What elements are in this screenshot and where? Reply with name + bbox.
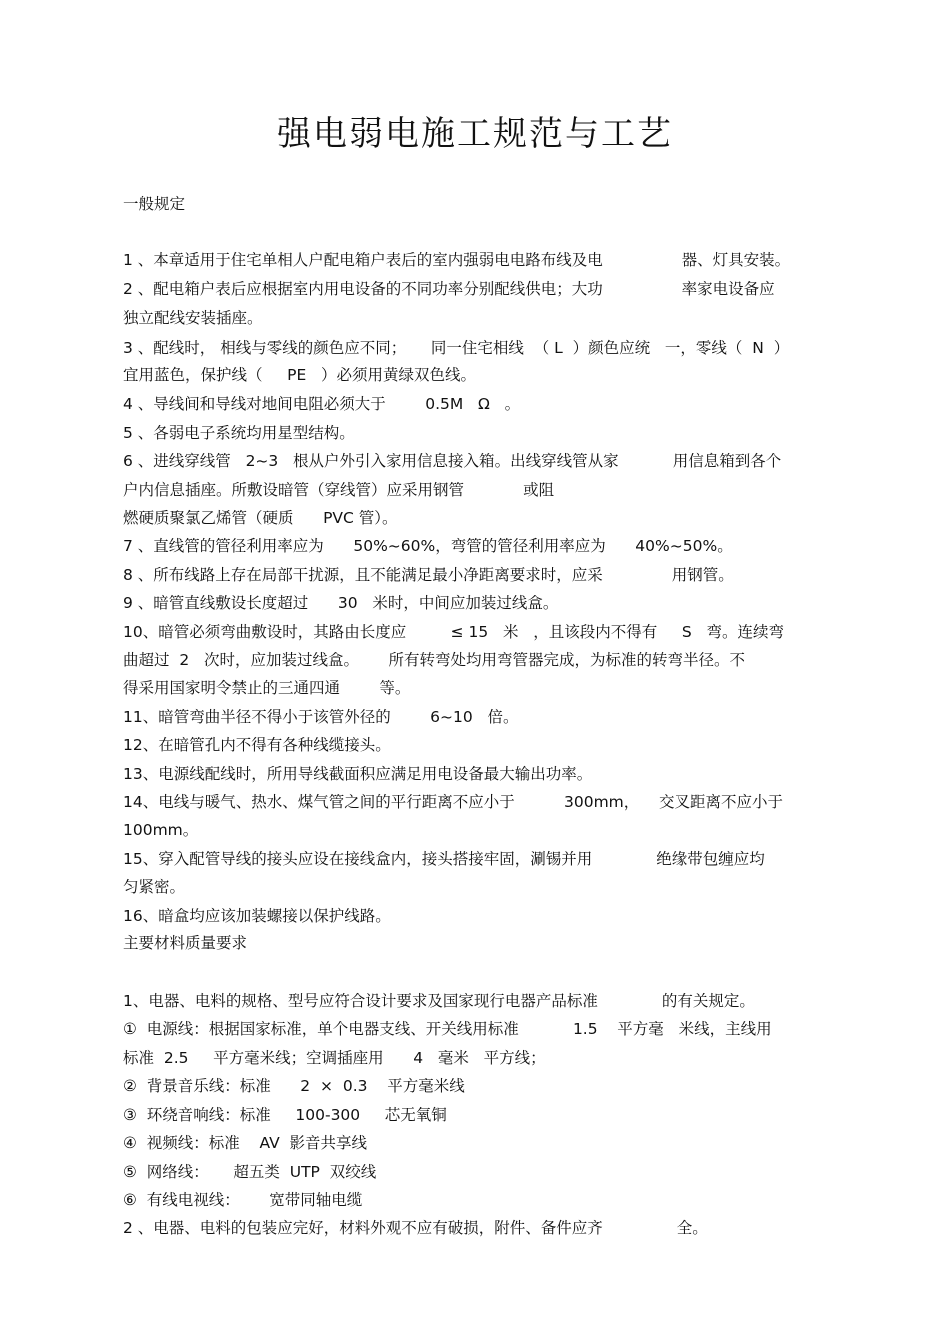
paragraph-line: 12、在暗管孔内不得有各种线缆接头。 — [123, 736, 391, 754]
paragraph-line: 5 、各弱电子系统均用星型结构。 — [123, 424, 355, 442]
paragraph-line: 4 、导线间和导线对地间电阻必须大于 0.5M Ω 。 — [123, 395, 521, 413]
paragraph-line: 匀紧密。 — [123, 878, 186, 896]
paragraph-line: 15、穿入配管导线的接头应设在接线盒内，接头搭接牢固，涮锡并用 绝缘带包缠应均 — [123, 850, 765, 868]
paragraph-line: 2 、电器、电料的包装应完好，材料外观不应有破损，附件、备件应齐 全。 — [123, 1219, 708, 1237]
section-heading-general: 一般规定 — [123, 195, 186, 213]
paragraph-line: 独立配线安装插座。 — [123, 309, 263, 327]
paragraph-line: 8 、所布线路上存在局部干扰源，且不能满足最小净距离要求时，应采 用钢管。 — [123, 566, 734, 584]
paragraph-line: ① 电源线：根据国家标准，单个电器支线、开关线用标准 1.5 平方毫 米线，主线用 — [123, 1020, 772, 1038]
paragraph-line: ⑤ 网络线： 超五类 UTP 双绞线 — [123, 1163, 377, 1181]
paragraph-line: 100mm。 — [123, 821, 199, 839]
paragraph-line: 6 、进线穿线管 2~3 根从户外引入家用信息接入箱。出线穿线管从家 用信息箱到各个 — [123, 452, 782, 470]
paragraph-line: 7 、直线管的管径利用率应为 50%~60%，弯管的管径利用率应为 40%~50%。 — [123, 537, 733, 555]
paragraph-line: 3 、配线时， 相线与零线的颜色应不同； 同一住宅相线 （ L ）颜色应统 一，零线（ N ） — [123, 339, 790, 357]
paragraph-line: 1、电器、电料的规格、型号应符合设计要求及国家现行电器产品标准 的有关规定。 — [123, 992, 755, 1010]
paragraph-line: 10、暗管必须弯曲敷设时，其路由长度应 ≤ 15 米 ，且该段内不得有 S 弯。连续弯 — [123, 623, 785, 641]
paragraph-line: ⑥ 有线电视线： 宽带同轴电缆 — [123, 1191, 363, 1209]
paragraph-line: 14、电线与暖气、热水、煤气管之间的平行距离不应小于 300mm， 交叉距离不应小于 — [123, 793, 783, 811]
paragraph-line: 宜用蓝色，保护线（ PE ）必须用黄绿双色线。 — [123, 366, 477, 384]
paragraph-line: ② 背景音乐线：标准 2 × 0.3 平方毫米线 — [123, 1077, 465, 1095]
paragraph-line: 2 、配电箱户表后应根据室内用电设备的不同功率分别配线供电；大功 率家电设备应 — [123, 280, 775, 298]
paragraph-line: 曲超过 2 次时，应加装过线盒。 所有转弯处均用弯管器完成，为标准的转弯半径。不 — [123, 651, 746, 669]
paragraph-line: ③ 环绕音响线：标准 100-300 芯无氧铜 — [123, 1106, 447, 1124]
section-heading-materials: 主要材料质量要求 — [123, 934, 248, 952]
paragraph-line: 13、电源线配线时，所用导线截面积应满足用电设备最大输出功率。 — [123, 765, 593, 783]
paragraph-line: ④ 视频线：标准 AV 影音共享线 — [123, 1134, 368, 1152]
paragraph-line: 户内信息插座。所敷设暗管（穿线管）应采用钢管 或阻 — [123, 481, 555, 499]
paragraph-line: 得采用国家明令禁止的三通四通 等。 — [123, 679, 411, 697]
paragraph-line: 16、暗盒均应该加装螺接以保护线路。 — [123, 907, 391, 925]
page-title: 强电弱电施工规范与工艺 — [277, 114, 673, 154]
paragraph-line: 9 、暗管直线敷设长度超过 30 米时，中间应加装过线盒。 — [123, 594, 559, 612]
paragraph-line: 标准 2.5 平方毫米线；空调插座用 4 毫米 平方线； — [123, 1049, 546, 1067]
paragraph-line: 燃硬质聚氯乙烯管（硬质 PVC 管）。 — [123, 509, 398, 527]
paragraph-line: 11、暗管弯曲半径不得小于该管外径的 6~10 倍。 — [123, 708, 519, 726]
paragraph-line: 1 、本章适用于住宅单相人户配电箱户表后的室内强弱电电路布线及电 器、灯具安装。 — [123, 251, 791, 269]
